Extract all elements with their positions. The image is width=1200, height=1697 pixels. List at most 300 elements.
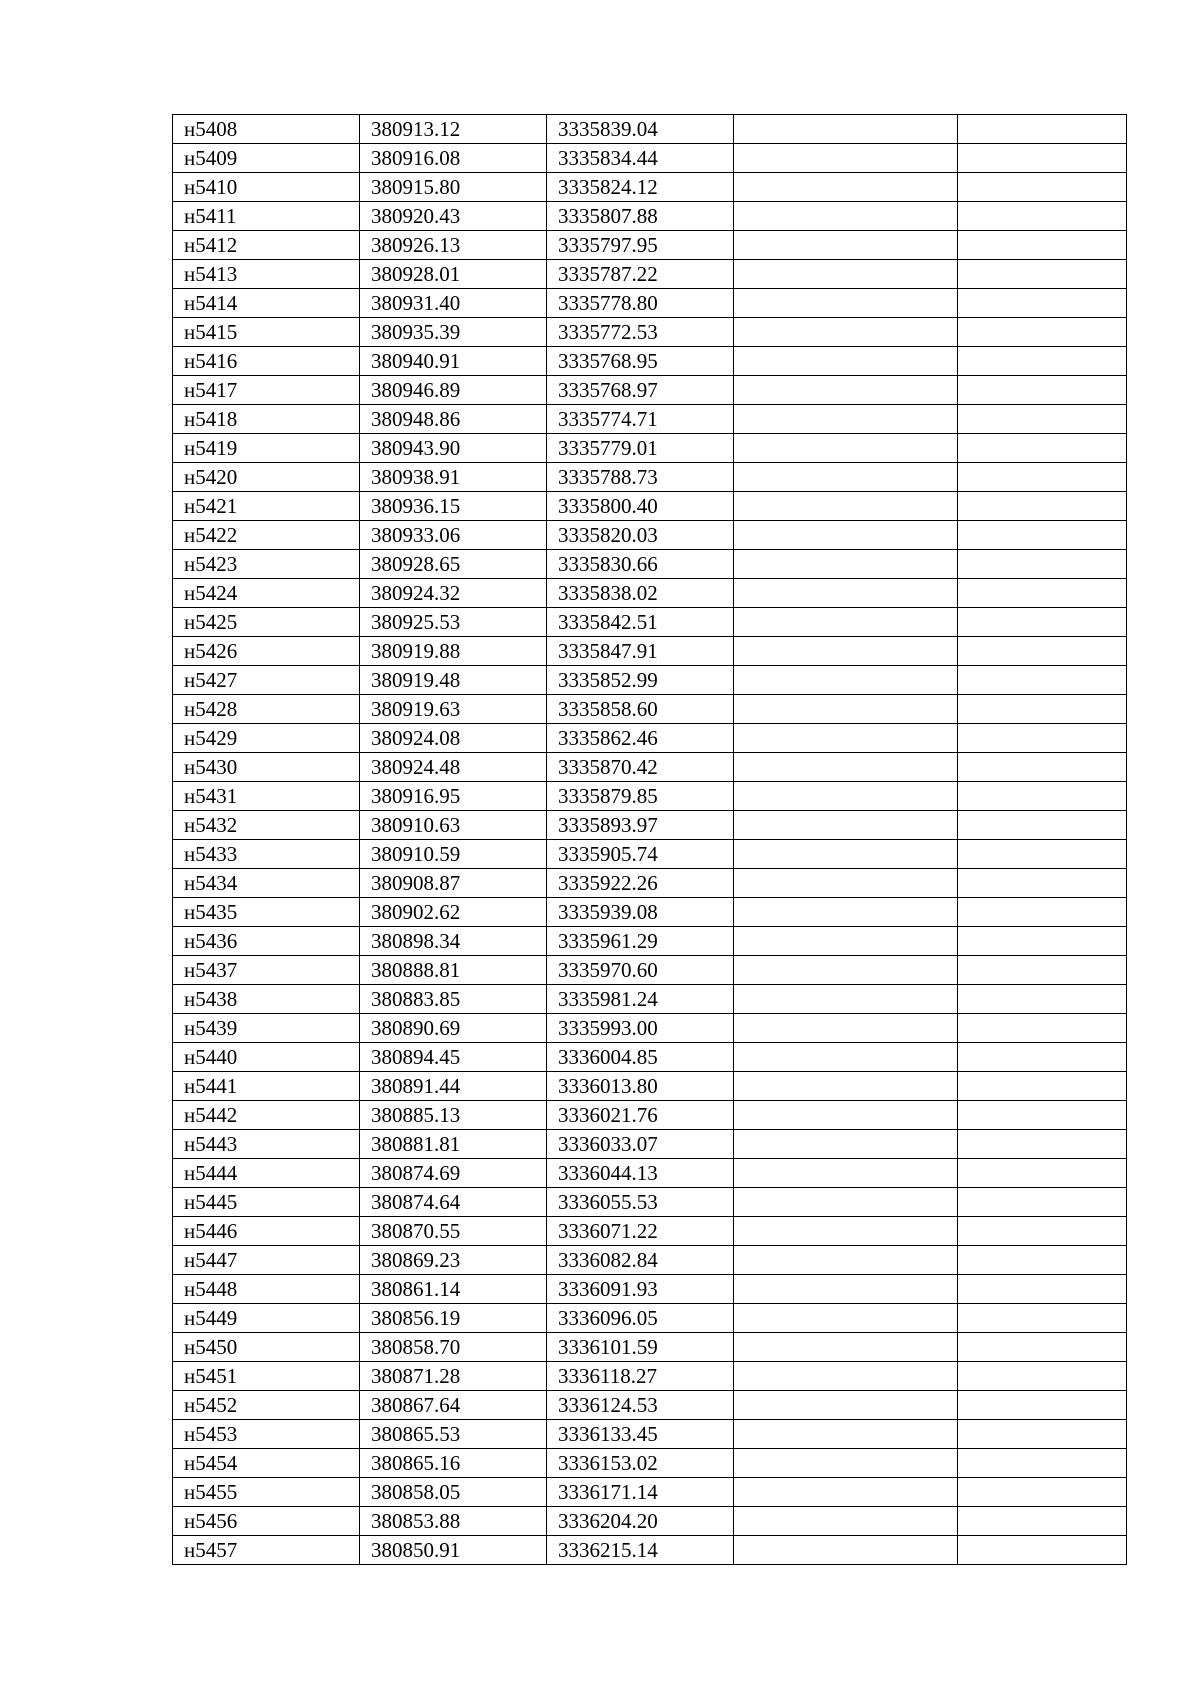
y-coordinate-cell: 3336004.85	[547, 1043, 734, 1072]
empty-cell-4	[734, 985, 958, 1014]
empty-cell-5	[958, 492, 1127, 521]
empty-cell-5	[958, 579, 1127, 608]
y-coordinate-cell: 3335788.73	[547, 463, 734, 492]
x-coordinate-cell: 380935.39	[360, 318, 547, 347]
table-row	[173, 347, 1127, 376]
point-id-cell: н5426	[173, 637, 360, 666]
table-row	[173, 1478, 1127, 1507]
table-row	[173, 405, 1127, 434]
x-coordinate-cell: 380871.28	[360, 1362, 547, 1391]
empty-cell-4	[734, 1043, 958, 1072]
table-row	[173, 840, 1127, 869]
table-row	[173, 1507, 1127, 1536]
table-row	[173, 1420, 1127, 1449]
point-id-cell: н5444	[173, 1159, 360, 1188]
point-id-cell: н5434	[173, 869, 360, 898]
y-coordinate-cell: 3335774.71	[547, 405, 734, 434]
coordinates-table	[172, 114, 1127, 1565]
y-coordinate-cell: 3336133.45	[547, 1420, 734, 1449]
x-coordinate-cell: 380902.62	[360, 898, 547, 927]
y-coordinate-cell: 3335993.00	[547, 1014, 734, 1043]
point-id-cell: н5441	[173, 1072, 360, 1101]
point-id-cell: н5429	[173, 724, 360, 753]
x-coordinate-cell: 380920.43	[360, 202, 547, 231]
x-coordinate-cell: 380928.65	[360, 550, 547, 579]
y-coordinate-cell: 3335870.42	[547, 753, 734, 782]
x-coordinate-cell: 380916.95	[360, 782, 547, 811]
point-id-cell: н5443	[173, 1130, 360, 1159]
table-row	[173, 492, 1127, 521]
empty-cell-5	[958, 1304, 1127, 1333]
empty-cell-4	[734, 1246, 958, 1275]
point-id-cell: н5450	[173, 1333, 360, 1362]
empty-cell-5	[958, 1217, 1127, 1246]
empty-cell-4	[734, 1391, 958, 1420]
x-coordinate-cell: 380894.45	[360, 1043, 547, 1072]
x-coordinate-cell: 380888.81	[360, 956, 547, 985]
point-id-cell: н5423	[173, 550, 360, 579]
empty-cell-4	[734, 608, 958, 637]
empty-cell-4	[734, 579, 958, 608]
y-coordinate-cell: 3335862.46	[547, 724, 734, 753]
table-row	[173, 550, 1127, 579]
y-coordinate-cell: 3335779.01	[547, 434, 734, 463]
point-id-cell: н5421	[173, 492, 360, 521]
table-row	[173, 1043, 1127, 1072]
x-coordinate-cell: 380940.91	[360, 347, 547, 376]
y-coordinate-cell: 3335768.95	[547, 347, 734, 376]
empty-cell-5	[958, 637, 1127, 666]
x-coordinate-cell: 380928.01	[360, 260, 547, 289]
empty-cell-5	[958, 608, 1127, 637]
point-id-cell: н5452	[173, 1391, 360, 1420]
x-coordinate-cell: 380926.13	[360, 231, 547, 260]
empty-cell-5	[958, 1043, 1127, 1072]
empty-cell-4	[734, 782, 958, 811]
table-row	[173, 463, 1127, 492]
empty-cell-4	[734, 724, 958, 753]
empty-cell-4	[734, 1536, 958, 1565]
table-row	[173, 1391, 1127, 1420]
empty-cell-4	[734, 550, 958, 579]
empty-cell-5	[958, 376, 1127, 405]
empty-cell-5	[958, 753, 1127, 782]
empty-cell-5	[958, 1333, 1127, 1362]
point-id-cell: н5456	[173, 1507, 360, 1536]
empty-cell-5	[958, 927, 1127, 956]
empty-cell-4	[734, 869, 958, 898]
point-id-cell: н5431	[173, 782, 360, 811]
table-row	[173, 1304, 1127, 1333]
empty-cell-5	[958, 550, 1127, 579]
table-row	[173, 1072, 1127, 1101]
x-coordinate-cell: 380861.14	[360, 1275, 547, 1304]
y-coordinate-cell: 3335839.04	[547, 115, 734, 144]
table-row	[173, 869, 1127, 898]
point-id-cell: н5410	[173, 173, 360, 202]
point-id-cell: н5438	[173, 985, 360, 1014]
empty-cell-4	[734, 405, 958, 434]
empty-cell-4	[734, 1130, 958, 1159]
empty-cell-4	[734, 521, 958, 550]
empty-cell-4	[734, 1101, 958, 1130]
y-coordinate-cell: 3335842.51	[547, 608, 734, 637]
x-coordinate-cell: 380874.64	[360, 1188, 547, 1217]
table-row	[173, 579, 1127, 608]
empty-cell-5	[958, 666, 1127, 695]
empty-cell-5	[958, 985, 1127, 1014]
empty-cell-4	[734, 811, 958, 840]
empty-cell-4	[734, 1188, 958, 1217]
table-row	[173, 1275, 1127, 1304]
x-coordinate-cell: 380865.53	[360, 1420, 547, 1449]
empty-cell-5	[958, 811, 1127, 840]
x-coordinate-cell: 380867.64	[360, 1391, 547, 1420]
x-coordinate-cell: 380891.44	[360, 1072, 547, 1101]
y-coordinate-cell: 3336013.80	[547, 1072, 734, 1101]
x-coordinate-cell: 380916.08	[360, 144, 547, 173]
table-row	[173, 1333, 1127, 1362]
x-coordinate-cell: 380946.89	[360, 376, 547, 405]
empty-cell-5	[958, 347, 1127, 376]
point-id-cell: н5447	[173, 1246, 360, 1275]
table-row	[173, 927, 1127, 956]
empty-cell-5	[958, 695, 1127, 724]
point-id-cell: н5454	[173, 1449, 360, 1478]
point-id-cell: н5446	[173, 1217, 360, 1246]
table-row	[173, 695, 1127, 724]
empty-cell-4	[734, 492, 958, 521]
empty-cell-4	[734, 840, 958, 869]
y-coordinate-cell: 3336096.05	[547, 1304, 734, 1333]
point-id-cell: н5457	[173, 1536, 360, 1565]
empty-cell-5	[958, 1188, 1127, 1217]
point-id-cell: н5422	[173, 521, 360, 550]
point-id-cell: н5453	[173, 1420, 360, 1449]
point-id-cell: н5432	[173, 811, 360, 840]
y-coordinate-cell: 3336124.53	[547, 1391, 734, 1420]
table-row	[173, 434, 1127, 463]
x-coordinate-cell: 380885.13	[360, 1101, 547, 1130]
x-coordinate-cell: 380908.87	[360, 869, 547, 898]
y-coordinate-cell: 3335772.53	[547, 318, 734, 347]
point-id-cell: н5427	[173, 666, 360, 695]
table-row	[173, 1130, 1127, 1159]
x-coordinate-cell: 380870.55	[360, 1217, 547, 1246]
empty-cell-5	[958, 1014, 1127, 1043]
empty-cell-5	[958, 1420, 1127, 1449]
table-row	[173, 1246, 1127, 1275]
y-coordinate-cell: 3335981.24	[547, 985, 734, 1014]
empty-cell-4	[734, 1072, 958, 1101]
x-coordinate-cell: 380948.86	[360, 405, 547, 434]
empty-cell-5	[958, 405, 1127, 434]
point-id-cell: н5435	[173, 898, 360, 927]
point-id-cell: н5420	[173, 463, 360, 492]
x-coordinate-cell: 380890.69	[360, 1014, 547, 1043]
y-coordinate-cell: 3335852.99	[547, 666, 734, 695]
x-coordinate-cell: 380881.81	[360, 1130, 547, 1159]
point-id-cell: н5455	[173, 1478, 360, 1507]
table-row	[173, 637, 1127, 666]
table-row	[173, 1449, 1127, 1478]
point-id-cell: н5442	[173, 1101, 360, 1130]
point-id-cell: н5411	[173, 202, 360, 231]
y-coordinate-cell: 3336153.02	[547, 1449, 734, 1478]
y-coordinate-cell: 3336082.84	[547, 1246, 734, 1275]
point-id-cell: н5416	[173, 347, 360, 376]
x-coordinate-cell: 380910.63	[360, 811, 547, 840]
y-coordinate-cell: 3335834.44	[547, 144, 734, 173]
empty-cell-4	[734, 1217, 958, 1246]
table-row	[173, 608, 1127, 637]
table-row	[173, 115, 1127, 144]
empty-cell-4	[734, 434, 958, 463]
table-row	[173, 173, 1127, 202]
x-coordinate-cell: 380915.80	[360, 173, 547, 202]
table-row	[173, 898, 1127, 927]
y-coordinate-cell: 3336118.27	[547, 1362, 734, 1391]
empty-cell-5	[958, 869, 1127, 898]
empty-cell-4	[734, 144, 958, 173]
empty-cell-4	[734, 898, 958, 927]
table-row	[173, 1014, 1127, 1043]
empty-cell-4	[734, 637, 958, 666]
x-coordinate-cell: 380924.08	[360, 724, 547, 753]
empty-cell-5	[958, 1362, 1127, 1391]
empty-cell-5	[958, 231, 1127, 260]
empty-cell-5	[958, 1275, 1127, 1304]
y-coordinate-cell: 3335858.60	[547, 695, 734, 724]
empty-cell-4	[734, 956, 958, 985]
table-row	[173, 1159, 1127, 1188]
table-row	[173, 1101, 1127, 1130]
point-id-cell: н5436	[173, 927, 360, 956]
table-row	[173, 956, 1127, 985]
empty-cell-4	[734, 1478, 958, 1507]
point-id-cell: н5415	[173, 318, 360, 347]
empty-cell-5	[958, 1246, 1127, 1275]
empty-cell-5	[958, 724, 1127, 753]
x-coordinate-cell: 380938.91	[360, 463, 547, 492]
table-row	[173, 985, 1127, 1014]
y-coordinate-cell: 3335961.29	[547, 927, 734, 956]
empty-cell-4	[734, 1333, 958, 1362]
empty-cell-5	[958, 173, 1127, 202]
empty-cell-4	[734, 231, 958, 260]
y-coordinate-cell: 3335824.12	[547, 173, 734, 202]
y-coordinate-cell: 3335838.02	[547, 579, 734, 608]
table-row	[173, 521, 1127, 550]
empty-cell-5	[958, 1072, 1127, 1101]
x-coordinate-cell: 380919.48	[360, 666, 547, 695]
empty-cell-5	[958, 956, 1127, 985]
point-id-cell: н5440	[173, 1043, 360, 1072]
empty-cell-5	[958, 1449, 1127, 1478]
point-id-cell: н5428	[173, 695, 360, 724]
y-coordinate-cell: 3335787.22	[547, 260, 734, 289]
y-coordinate-cell: 3336044.13	[547, 1159, 734, 1188]
table-row	[173, 811, 1127, 840]
empty-cell-5	[958, 144, 1127, 173]
x-coordinate-cell: 380919.63	[360, 695, 547, 724]
empty-cell-4	[734, 753, 958, 782]
x-coordinate-cell: 380856.19	[360, 1304, 547, 1333]
x-coordinate-cell: 380931.40	[360, 289, 547, 318]
y-coordinate-cell: 3335768.97	[547, 376, 734, 405]
point-id-cell: н5412	[173, 231, 360, 260]
point-id-cell: н5425	[173, 608, 360, 637]
point-id-cell: н5430	[173, 753, 360, 782]
empty-cell-5	[958, 434, 1127, 463]
point-id-cell: н5433	[173, 840, 360, 869]
point-id-cell: н5424	[173, 579, 360, 608]
coordinates-table-body	[173, 115, 1127, 1565]
y-coordinate-cell: 3336033.07	[547, 1130, 734, 1159]
empty-cell-5	[958, 202, 1127, 231]
point-id-cell: н5439	[173, 1014, 360, 1043]
point-id-cell: н5448	[173, 1275, 360, 1304]
empty-cell-4	[734, 173, 958, 202]
empty-cell-4	[734, 260, 958, 289]
empty-cell-5	[958, 289, 1127, 318]
y-coordinate-cell: 3335970.60	[547, 956, 734, 985]
x-coordinate-cell: 380910.59	[360, 840, 547, 869]
empty-cell-5	[958, 1391, 1127, 1420]
y-coordinate-cell: 3335800.40	[547, 492, 734, 521]
x-coordinate-cell: 380933.06	[360, 521, 547, 550]
x-coordinate-cell: 380919.88	[360, 637, 547, 666]
x-coordinate-cell: 380936.15	[360, 492, 547, 521]
empty-cell-4	[734, 1275, 958, 1304]
table-row	[173, 1362, 1127, 1391]
table-row	[173, 231, 1127, 260]
empty-cell-5	[958, 1130, 1127, 1159]
empty-cell-4	[734, 202, 958, 231]
y-coordinate-cell: 3335797.95	[547, 231, 734, 260]
empty-cell-4	[734, 289, 958, 318]
table-row	[173, 144, 1127, 173]
empty-cell-4	[734, 1304, 958, 1333]
empty-cell-5	[958, 260, 1127, 289]
empty-cell-4	[734, 695, 958, 724]
y-coordinate-cell: 3335879.85	[547, 782, 734, 811]
y-coordinate-cell: 3335807.88	[547, 202, 734, 231]
empty-cell-4	[734, 463, 958, 492]
y-coordinate-cell: 3336021.76	[547, 1101, 734, 1130]
point-id-cell: н5417	[173, 376, 360, 405]
point-id-cell: н5445	[173, 1188, 360, 1217]
y-coordinate-cell: 3335939.08	[547, 898, 734, 927]
x-coordinate-cell: 380925.53	[360, 608, 547, 637]
empty-cell-5	[958, 463, 1127, 492]
x-coordinate-cell: 380924.32	[360, 579, 547, 608]
y-coordinate-cell: 3336215.14	[547, 1536, 734, 1565]
empty-cell-5	[958, 115, 1127, 144]
x-coordinate-cell: 380853.88	[360, 1507, 547, 1536]
x-coordinate-cell: 380858.05	[360, 1478, 547, 1507]
y-coordinate-cell: 3336055.53	[547, 1188, 734, 1217]
table-row	[173, 1217, 1127, 1246]
table-row	[173, 318, 1127, 347]
empty-cell-4	[734, 1014, 958, 1043]
y-coordinate-cell: 3336091.93	[547, 1275, 734, 1304]
empty-cell-5	[958, 782, 1127, 811]
point-id-cell: н5449	[173, 1304, 360, 1333]
empty-cell-4	[734, 1449, 958, 1478]
table-row	[173, 666, 1127, 695]
y-coordinate-cell: 3335922.26	[547, 869, 734, 898]
empty-cell-4	[734, 318, 958, 347]
empty-cell-5	[958, 898, 1127, 927]
x-coordinate-cell: 380943.90	[360, 434, 547, 463]
point-id-cell: н5418	[173, 405, 360, 434]
y-coordinate-cell: 3335830.66	[547, 550, 734, 579]
table-row	[173, 202, 1127, 231]
y-coordinate-cell: 3335905.74	[547, 840, 734, 869]
point-id-cell: н5419	[173, 434, 360, 463]
table-row	[173, 1188, 1127, 1217]
empty-cell-4	[734, 666, 958, 695]
x-coordinate-cell: 380924.48	[360, 753, 547, 782]
empty-cell-4	[734, 1420, 958, 1449]
y-coordinate-cell: 3336171.14	[547, 1478, 734, 1507]
y-coordinate-cell: 3336101.59	[547, 1333, 734, 1362]
x-coordinate-cell: 380865.16	[360, 1449, 547, 1478]
empty-cell-4	[734, 347, 958, 376]
x-coordinate-cell: 380874.69	[360, 1159, 547, 1188]
empty-cell-4	[734, 1362, 958, 1391]
x-coordinate-cell: 380858.70	[360, 1333, 547, 1362]
x-coordinate-cell: 380883.85	[360, 985, 547, 1014]
y-coordinate-cell: 3336071.22	[547, 1217, 734, 1246]
table-row	[173, 782, 1127, 811]
point-id-cell: н5414	[173, 289, 360, 318]
table-row	[173, 376, 1127, 405]
point-id-cell: н5408	[173, 115, 360, 144]
empty-cell-5	[958, 1159, 1127, 1188]
x-coordinate-cell: 380898.34	[360, 927, 547, 956]
y-coordinate-cell: 3335820.03	[547, 521, 734, 550]
empty-cell-5	[958, 1507, 1127, 1536]
y-coordinate-cell: 3336204.20	[547, 1507, 734, 1536]
empty-cell-4	[734, 927, 958, 956]
table-row	[173, 724, 1127, 753]
x-coordinate-cell: 380913.12	[360, 115, 547, 144]
empty-cell-4	[734, 1159, 958, 1188]
y-coordinate-cell: 3335847.91	[547, 637, 734, 666]
empty-cell-4	[734, 1507, 958, 1536]
point-id-cell: н5409	[173, 144, 360, 173]
empty-cell-5	[958, 840, 1127, 869]
empty-cell-5	[958, 1478, 1127, 1507]
y-coordinate-cell: 3335893.97	[547, 811, 734, 840]
table-row	[173, 289, 1127, 318]
x-coordinate-cell: 380850.91	[360, 1536, 547, 1565]
point-id-cell: н5437	[173, 956, 360, 985]
table-row	[173, 1536, 1127, 1565]
empty-cell-4	[734, 115, 958, 144]
table-row	[173, 260, 1127, 289]
point-id-cell: н5451	[173, 1362, 360, 1391]
table-row	[173, 753, 1127, 782]
empty-cell-5	[958, 1536, 1127, 1565]
x-coordinate-cell: 380869.23	[360, 1246, 547, 1275]
empty-cell-5	[958, 521, 1127, 550]
point-id-cell: н5413	[173, 260, 360, 289]
empty-cell-5	[958, 318, 1127, 347]
y-coordinate-cell: 3335778.80	[547, 289, 734, 318]
